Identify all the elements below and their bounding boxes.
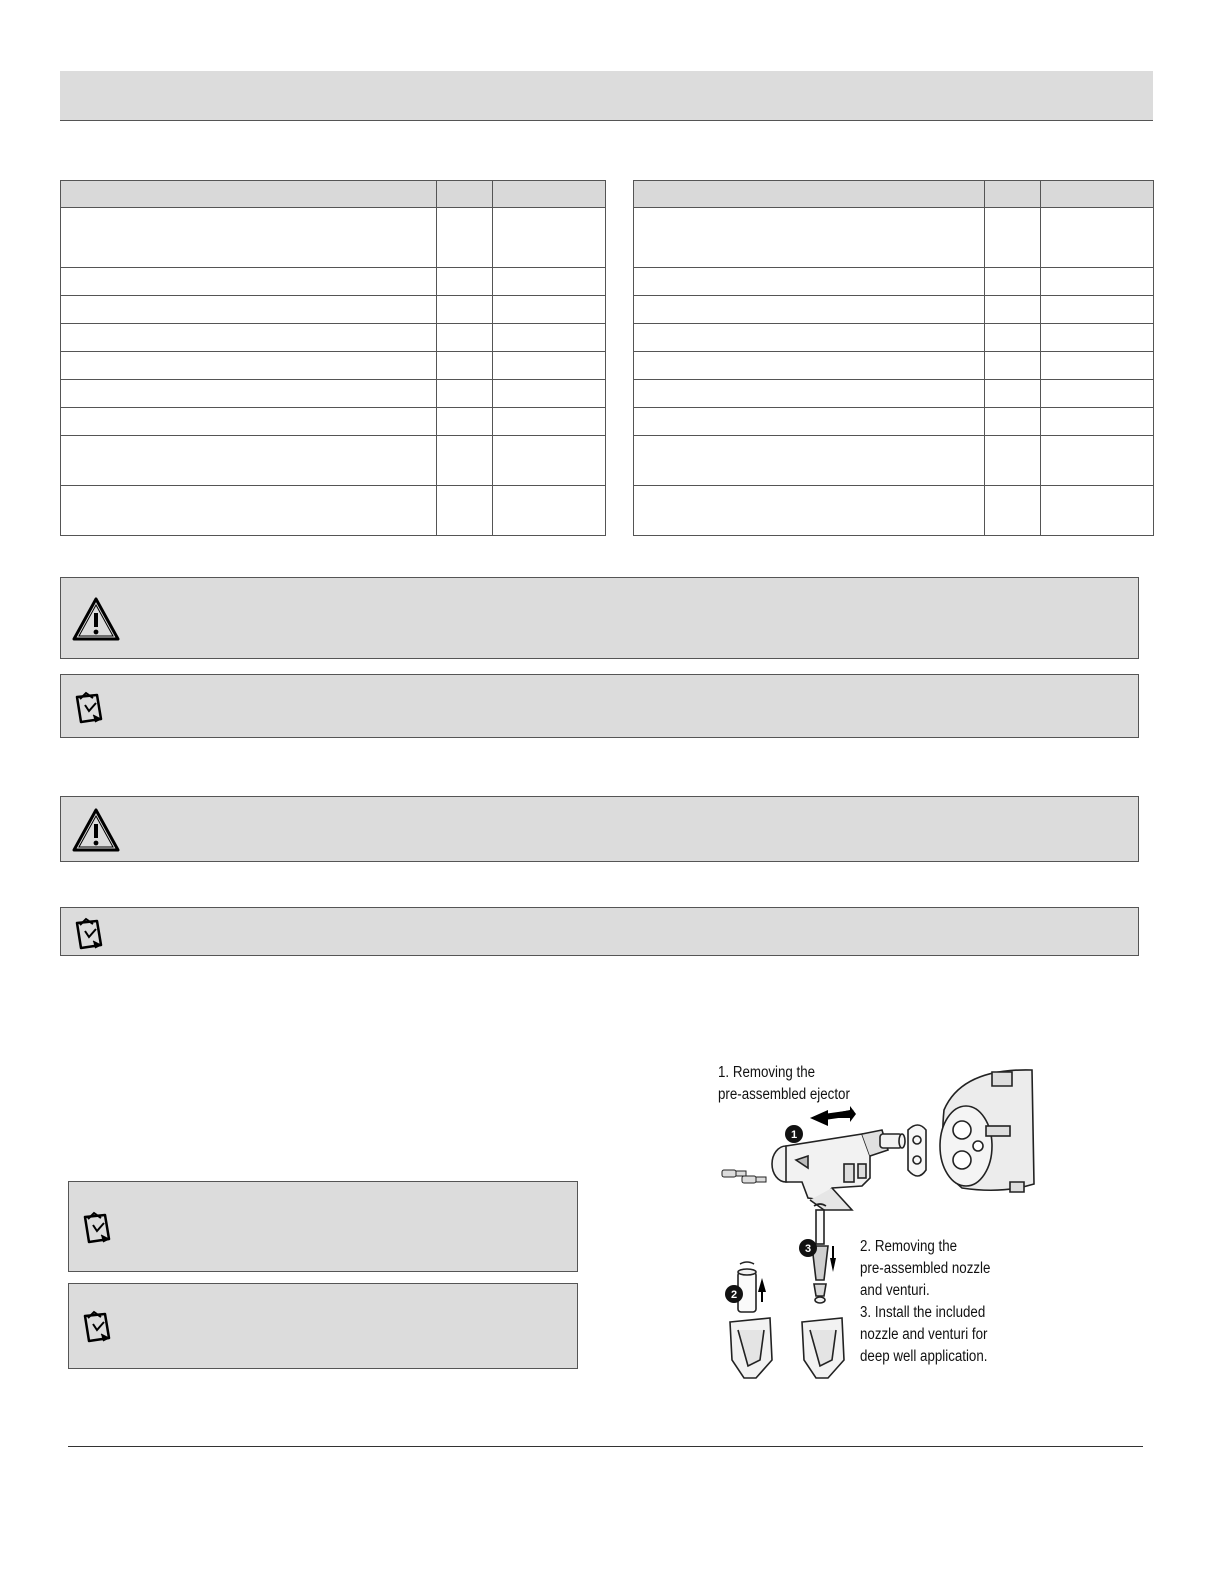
note-box-1 [60,674,1139,738]
table-header-cell [493,181,606,208]
ejector-step-2 [730,1262,772,1378]
table-header-cell [437,181,493,208]
table-cell [437,208,493,268]
note-box-3 [68,1181,578,1272]
note-pad-icon [71,689,107,725]
ejector-installation-figure [712,1060,1042,1390]
warning-box-1 [60,577,1139,659]
page-header-bar [60,71,1153,121]
note-pad-icon [79,1209,115,1245]
caption-step-1: 1. Removing the pre-assembled ejector [718,1064,850,1103]
note-box-4 [68,1283,578,1369]
ejector-drawing [712,1060,1042,1390]
note-pad-icon [79,1308,115,1344]
table-header-cell [634,181,985,208]
table-header-cell [1041,181,1154,208]
table-cell [985,208,1041,268]
bolt-pair [722,1170,766,1183]
gasket [908,1125,926,1176]
note-pad-icon [71,915,107,951]
table-header-cell [985,181,1041,208]
table-cell [493,208,606,268]
pump-housing [940,1070,1034,1192]
note-box-2 [60,907,1139,956]
table-header-cell [61,181,437,208]
step-1-number: 1 [790,1129,798,1141]
caption-step-2-3: 2. Removing the pre-assembled nozzle and venturi. 3. Install the included nozzle and venturi for deep well application. [860,1238,991,1365]
warning-box-2 [60,796,1139,862]
table-cell [634,208,985,268]
right-parts-table [633,180,1154,536]
ejector-step-3 [802,1204,844,1378]
warning-triangle-icon [71,596,121,642]
table-cell [1041,208,1154,268]
footer-rule [68,1446,1143,1447]
left-parts-table [60,180,606,536]
table-cell [61,208,437,268]
step-3-number: 3 [804,1243,812,1255]
step-2-number: 2 [730,1289,738,1301]
warning-triangle-icon [71,807,121,853]
